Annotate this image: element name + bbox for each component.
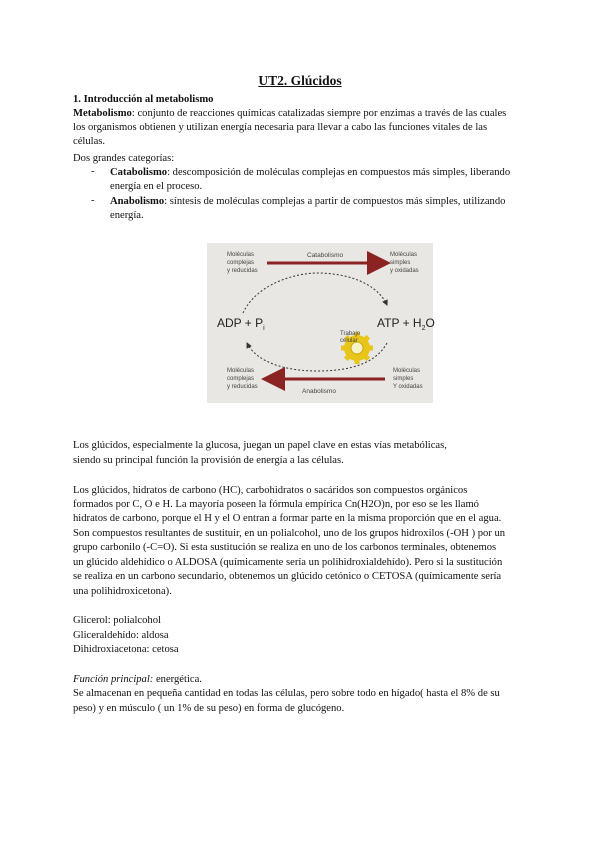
upper-curve-arrow: [243, 273, 387, 313]
example-gliceraldehido: Gliceraldehído: aldosa: [73, 630, 169, 641]
work-label-2: celular: [340, 338, 358, 344]
top-left-label-1: Moléculas: [227, 252, 255, 258]
hc-para-8: una polihidroxicetona).: [73, 586, 172, 597]
work-label-1: Trabajo: [340, 331, 361, 337]
atp-label: ATP + $H_2O$: [377, 316, 435, 332]
categories-intro: Dos grandes categorías:: [73, 153, 175, 164]
top-right-label-3: y oxidadas: [390, 268, 419, 274]
anabolism-item: [110, 195, 505, 210]
function-label: Función principal:: [73, 674, 154, 685]
metabolism-diagram-svg: [207, 243, 433, 403]
hc-para-4: Son compuestos resultantes de sustituir, en un polialcohol, uno de los grupos hidroxilos (-OH ) por un: [73, 528, 506, 539]
bottom-right-label-1: Moléculas: [393, 368, 421, 374]
example-glicerol: Glicerol: polialcohol: [73, 615, 161, 626]
catabolism-term: Catabolismo: [110, 167, 168, 178]
catabolism-def-2: energía en el proceso.: [110, 181, 203, 192]
adp-label: ADP + $P_i$: [217, 316, 265, 332]
top-right-label-1: Moléculas: [390, 252, 418, 258]
anabolism-def-1: : síntesis de moléculas complejas a partir de compuestos más simples, utilizando: [164, 196, 506, 207]
bullet-anabolism: -: [91, 195, 95, 206]
glucose-para-1: Los glúcidos, especialmente la glucosa, juegan un papel clave en estas vías metabólicas,: [73, 440, 447, 451]
section-heading: 1. Introducción al metabolismo: [73, 94, 214, 105]
metabolism-def-1: : conjunto de reacciones químicas catalizadas siempre por enzimas a través de las cuales: [131, 108, 507, 119]
function-line-3: peso) y en músculo ( un 1% de su peso) en forma de glucógeno.: [73, 703, 345, 714]
anabolism-term: Anabolismo: [110, 196, 165, 207]
bottom-left-label-1: Moléculas: [227, 368, 255, 374]
top-left-label-2: complejas: [227, 260, 255, 266]
hc-para-2: formados por C, O e H. La mayoría poseen la fórmula empírica Cn(H2O)n, por eso se les llamó: [73, 499, 479, 510]
bottom-right-label-3: Y oxidadas: [393, 384, 423, 390]
hc-para-5: grupo carbonilo (-C=O). Si esta sustitución se realiza en uno de los carbonos terminales, obtenemos: [73, 542, 497, 553]
example-dihidroxiacetona: Dihidroxiacetona: cetosa: [73, 644, 179, 655]
catabolism-item: [110, 166, 510, 181]
function-line: [73, 673, 202, 688]
hc-para-1: Los glúcidos, hidratos de carbono (HC), carbohidratos o sacáridos son compuestos orgánicos: [73, 485, 468, 496]
metabolism-term: Metabolismo: [73, 108, 132, 119]
metabolism-def-3: células.: [73, 136, 106, 147]
function-value: energética.: [153, 674, 202, 685]
page-title: UT2. Glúcidos: [258, 73, 342, 88]
top-left-label-3: y reducidas: [227, 268, 258, 274]
hc-para-6: un glúcido aldehídico o ALDOSA (químicamente sería un polihidroxialdehído). Pero si la sustitución: [73, 557, 503, 568]
metabolism-definition: [73, 107, 506, 122]
catabolism-def-1: : descomposición de moléculas complejas en compuestos más simples, liberando: [167, 167, 511, 178]
bullet-catabolism: -: [91, 166, 95, 177]
catabolism-label: Catabolismo: [307, 252, 344, 259]
function-line-2: Se almacenan en pequeña cantidad en todas las células, pero sobre todo en hígado( hasta el 8% de su: [73, 688, 500, 699]
top-right-label-2: simples: [390, 260, 411, 266]
glucose-para-2: siendo su principal función la provisión de energía a las células.: [73, 455, 344, 466]
hc-para-3: hidratos de carbono, porque el H y el O entran a formar parte en la misma proporción que en el agua.: [73, 513, 502, 524]
anabolism-def-2: energía.: [110, 210, 144, 221]
bottom-left-label-2: complejas: [227, 376, 255, 382]
metabolism-def-2: los organismos obtienen y utilizan energía necesaria para llevar a cabo las funciones vitales de las: [73, 122, 488, 133]
anabolism-label: Anabolismo: [302, 388, 336, 395]
bottom-right-label-2: simples: [393, 376, 414, 382]
bottom-left-label-3: y reducidas: [227, 384, 258, 390]
hc-para-7: se realiza en un carbono secundario, obtenemos un glúcido cetónico o CETOSA (químicamente sería: [73, 571, 502, 582]
metabolism-diagram: [207, 243, 433, 403]
